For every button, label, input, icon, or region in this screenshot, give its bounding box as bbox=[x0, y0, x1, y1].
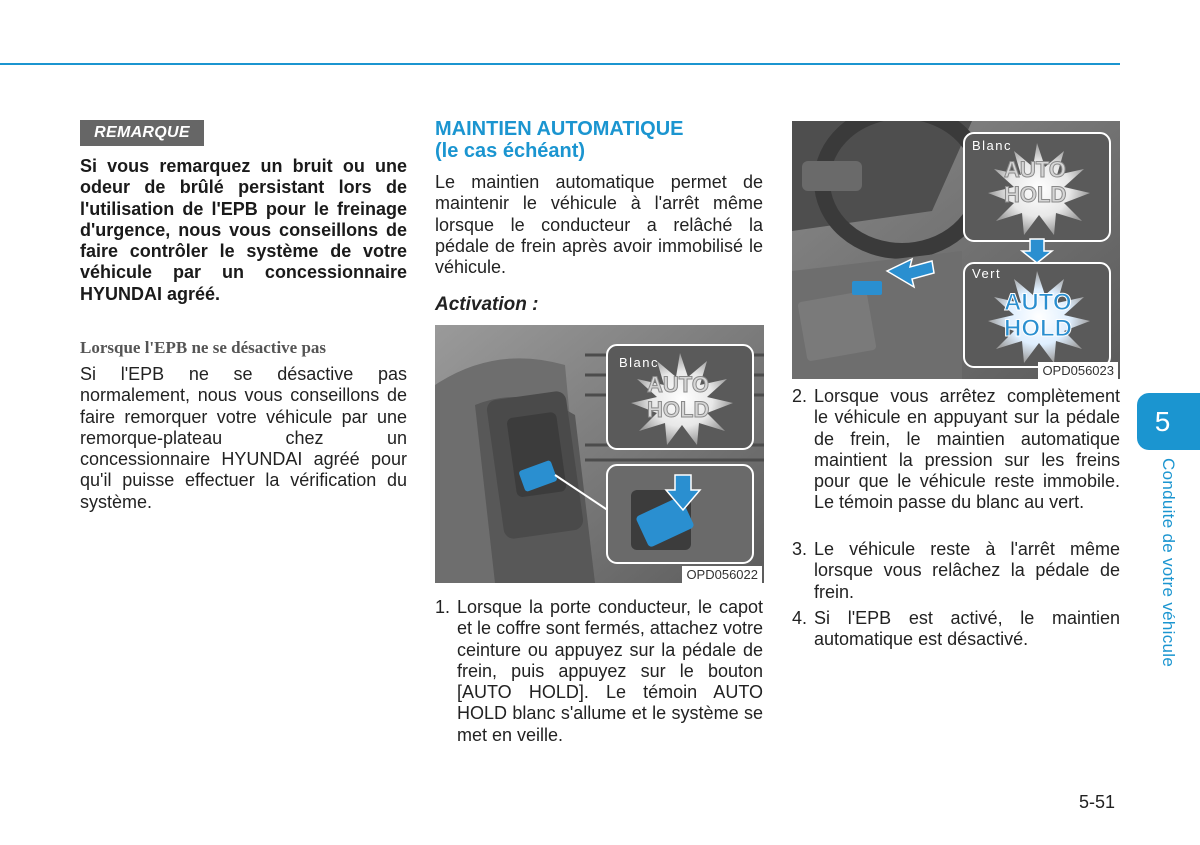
step-text: Lorsque vous arrêtez complètement le véhicule en appuyant sur la pédale de frein, le maintien automatique maintient la pression sur les freins pour que le véhicule reste immobile. Le témoin passe du blanc au vert. bbox=[814, 386, 1120, 513]
console-illustration bbox=[435, 325, 764, 583]
indicator-text-auto: AUTO bbox=[647, 372, 709, 397]
section-title bbox=[435, 118, 765, 162]
note-badge: REMARQUE bbox=[80, 120, 204, 146]
indicator-color-label: Blanc bbox=[619, 355, 660, 370]
activation-heading: Activation : bbox=[435, 294, 539, 315]
intro-paragraph: Le maintien automatique permet de maintenir le véhicule à l'arrêt même lorsque le conducteur a relâché la pédale de frein après avoir immobilisé le véhicule. bbox=[435, 172, 763, 278]
step-text: Lorsque la porte conducteur, le capot et le coffre sont fermés, attachez votre ceinture ou appuyez sur la pédale de frein, puis appuyez sur le bouton [AUTO HOLD]. Le témoin AUTO HOLD blanc s'allume et le système se met en veille. bbox=[457, 597, 763, 745]
indicator-label-green: Vert bbox=[972, 266, 1002, 281]
step-number: 4. bbox=[792, 608, 808, 628]
step-number: 3. bbox=[792, 539, 808, 559]
indicator-text-auto: AUTO bbox=[1004, 157, 1066, 182]
step-text: Si l'EPB est activé, le maintien automatique est désactivé. bbox=[814, 608, 1120, 650]
figure-code: OPD056023 bbox=[1038, 362, 1118, 379]
indicator-text-hold: HOLD bbox=[1004, 182, 1067, 207]
section-title-line1: MAINTIEN AUTOMATIQUE bbox=[435, 118, 684, 140]
indicator-text-hold: HOLD bbox=[647, 397, 710, 422]
chapter-title: Conduite de votre véhicule bbox=[1159, 458, 1178, 668]
step-item bbox=[792, 539, 1120, 603]
indicator-label-white: Blanc bbox=[972, 138, 1013, 153]
step-number: 2. bbox=[792, 386, 808, 406]
step-item bbox=[792, 386, 1120, 514]
figure-auto-hold-button bbox=[435, 325, 764, 583]
figure-code: OPD056022 bbox=[682, 566, 762, 583]
note-text: Si vous remarquez un bruit ou une odeur de brûlé persistant lors de l'utilisation de l'EPB pour le freinage d'urgence, nous vous conseillons de faire contrôler le système de votre véhicule par un concessionnaire HYUNDAI agréé. bbox=[80, 156, 407, 304]
chapter-tab: 5 bbox=[1137, 393, 1200, 450]
step-number: 1. bbox=[435, 597, 451, 617]
section-title-line2: (le cas échéant) bbox=[435, 140, 586, 162]
indicator-text-hold-green: HOLD bbox=[1004, 315, 1072, 342]
epb-heading: Lorsque l'EPB ne se désactive pas bbox=[80, 338, 327, 357]
figure-auto-hold-indicator bbox=[792, 121, 1120, 379]
page-number: 5-51 bbox=[1079, 792, 1116, 812]
indicator-text-auto-green: AUTO bbox=[1004, 289, 1072, 316]
step-item bbox=[792, 608, 1120, 651]
step-item bbox=[435, 597, 763, 746]
header-rule bbox=[0, 63, 1120, 65]
epb-paragraph: Si l'EPB ne se désactive pas normalement, nous vous conseillons de faire remorquer votre véhicule par une remorque-plateau chez un concessionnaire HYUNDAI agréé pour qu'il puisse effectuer la vérification du système. bbox=[80, 364, 407, 512]
step-text: Le véhicule reste à l'arrêt même lorsque vous relâchez la pédale de frein. bbox=[814, 539, 1120, 602]
